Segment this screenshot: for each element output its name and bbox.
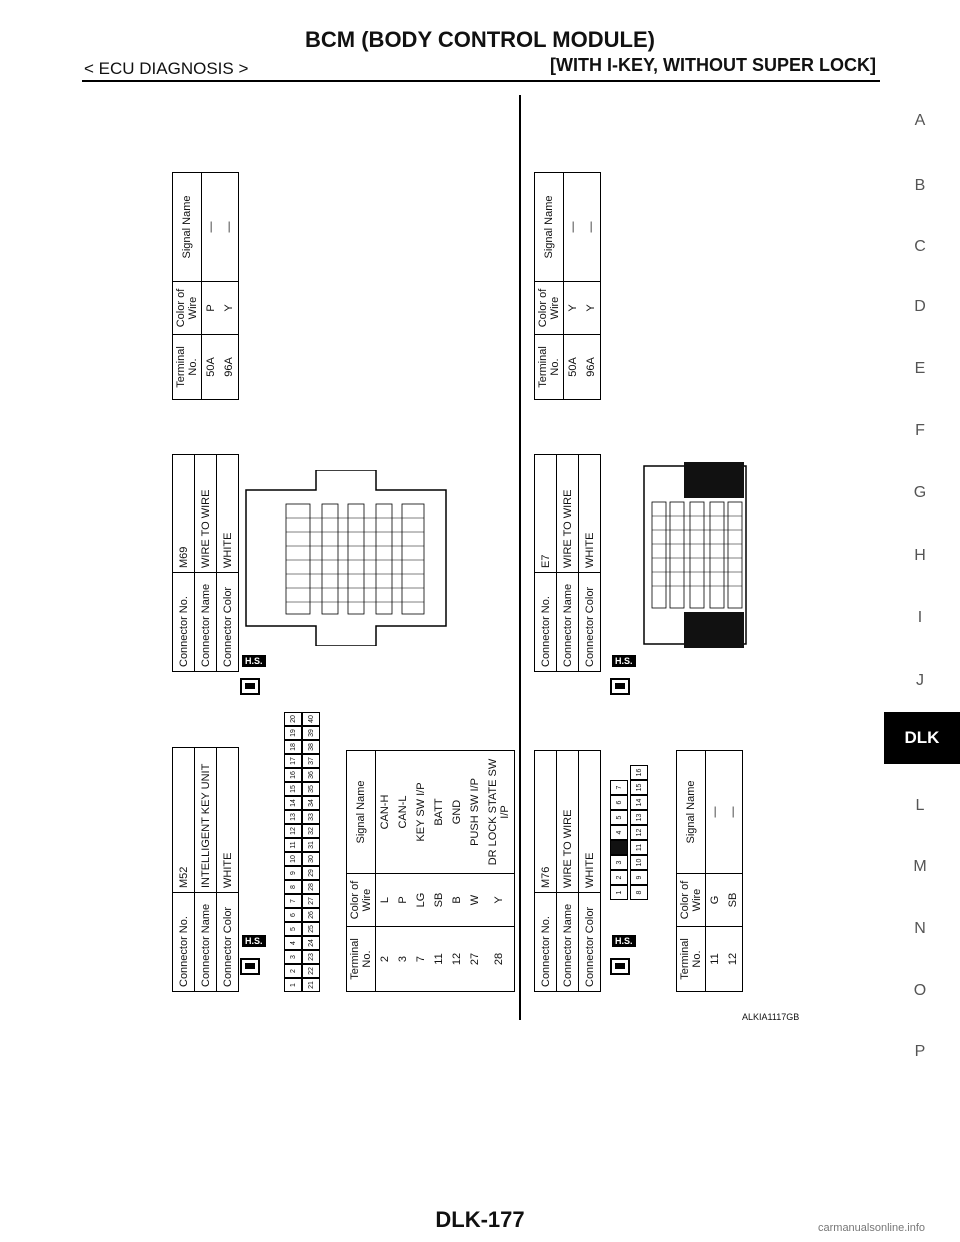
terminal-wire-cell: L [376, 874, 395, 927]
terminal-signal-cell: — [724, 751, 743, 874]
side-index-item[interactable]: C [914, 238, 926, 255]
watermark: carmanualsonline.info [818, 1222, 926, 1234]
terminal-wire-cell: W [466, 874, 484, 927]
m52-info-table [172, 747, 239, 992]
pin-cell: 9 [630, 870, 648, 885]
pin-cell: 27 [302, 894, 320, 908]
terminal-row [466, 751, 484, 992]
terminal-no-cell: 12 [724, 927, 743, 992]
figure-id: ALKIA1117GB [742, 1012, 800, 1022]
terminal-row [564, 173, 583, 400]
e7-no: E7 [535, 455, 557, 573]
pin-cell: 14 [284, 796, 302, 810]
side-index-item[interactable]: F [915, 422, 925, 439]
terminal-wire-cell: G [706, 874, 725, 927]
pin-cell: 20 [284, 712, 302, 726]
pin-cell: 33 [302, 810, 320, 824]
side-index-item[interactable]: D [914, 298, 926, 315]
color-of-wire-header: Color of Wire [535, 282, 564, 335]
pin-cell: 36 [302, 768, 320, 782]
terminal-signal-cell: — [564, 173, 583, 282]
connector-color-label: Connector Color [217, 893, 239, 992]
color-of-wire-header: Color of Wire [173, 282, 202, 335]
terminal-wire-cell: Y [484, 874, 515, 927]
side-index-item[interactable]: I [917, 609, 923, 626]
hs-tag: H.S. [242, 655, 266, 667]
pin-cell: 28 [302, 880, 320, 894]
terminal-no-cell: 50A [202, 335, 221, 400]
m69-info-table [172, 454, 239, 672]
pin-cell: 8 [630, 885, 648, 900]
side-index-item[interactable]: G [913, 484, 927, 501]
m69-no: M69 [173, 455, 195, 573]
pin-cell: 2 [284, 964, 302, 978]
pin-cell: 5 [284, 922, 302, 936]
terminal-row [582, 173, 601, 400]
m69-color: WHITE [217, 455, 239, 573]
terminal-row [430, 751, 448, 992]
terminal-no-cell: 7 [412, 927, 430, 992]
connector-no-label: Connector No. [535, 893, 557, 992]
signal-name-header: Signal Name [173, 173, 202, 282]
pin-cell: 3 [610, 855, 628, 870]
connector-name-label: Connector Name [557, 893, 579, 992]
hs-tag: H.S. [612, 655, 636, 667]
pin-cell: 17 [284, 754, 302, 768]
terminal-row [376, 751, 395, 992]
side-index-item[interactable]: B [914, 177, 926, 194]
m76-name: WIRE TO WIRE [557, 751, 579, 893]
pin-cell: 11 [630, 840, 648, 855]
pin-cell: 40 [302, 712, 320, 726]
m76-no: M76 [535, 751, 557, 893]
column-divider [519, 95, 521, 1020]
pin-cell: 38 [302, 740, 320, 754]
connector-color-label: Connector Color [217, 573, 239, 672]
header-rule [82, 80, 880, 82]
harness-side-icon [238, 956, 264, 978]
terminal-row [706, 751, 725, 992]
pin-cell: 12 [284, 824, 302, 838]
terminal-no-cell: 11 [430, 927, 448, 992]
m76-terminal-table [676, 750, 743, 992]
terminal-wire-cell: SB [430, 874, 448, 927]
pin-cell: 2 [610, 870, 628, 885]
side-index-item[interactable]: H [914, 547, 926, 564]
e7-terminal-table [534, 172, 601, 400]
pin-cell: 24 [302, 936, 320, 950]
side-index-item[interactable]: M [913, 858, 927, 875]
terminal-wire-cell: Y [582, 282, 601, 335]
pin-cell: 16 [630, 765, 648, 780]
terminal-row [202, 173, 221, 400]
page-title: BCM (BODY CONTROL MODULE) [305, 27, 655, 52]
m52-color: WHITE [217, 748, 239, 893]
terminal-no-header: Terminal No. [347, 927, 376, 992]
terminal-no-cell: 11 [706, 927, 725, 992]
terminal-wire-cell: LG [412, 874, 430, 927]
connector-color-label: Connector Color [579, 893, 601, 992]
pin-cell: 6 [610, 795, 628, 810]
m76-pin-diagram [610, 760, 652, 900]
terminal-wire-cell: B [448, 874, 466, 927]
pin-cell: 34 [302, 796, 320, 810]
pin-cell: 10 [630, 855, 648, 870]
terminal-wire-cell: SB [724, 874, 743, 927]
terminal-signal-cell: KEY SW I/P [412, 751, 430, 874]
m52-name: INTELLIGENT KEY UNIT [195, 748, 217, 893]
pin-cell: 3 [284, 950, 302, 964]
terminal-no-cell: 28 [484, 927, 515, 992]
pin-cell: 29 [302, 866, 320, 880]
connector-no-label: Connector No. [535, 573, 557, 672]
terminal-signal-cell: BATT [430, 751, 448, 874]
pin-cell: 1 [284, 978, 302, 992]
terminal-row [220, 173, 239, 400]
signal-name-header: Signal Name [677, 751, 706, 874]
side-index-item[interactable]: O [913, 982, 927, 999]
pin-cell: 1 [610, 885, 628, 900]
pin-cell: 7 [610, 780, 628, 795]
variant-label: [WITH I-KEY, WITHOUT SUPER LOCK] [550, 55, 876, 75]
pin-cell: 14 [630, 795, 648, 810]
terminal-signal-cell: CAN-L [394, 751, 412, 874]
terminal-wire-cell: P [394, 874, 412, 927]
terminal-row [412, 751, 430, 992]
pin-cell: 26 [302, 908, 320, 922]
terminal-signal-cell: — [202, 173, 221, 282]
page-number: DLK-177 [435, 1207, 525, 1232]
terminal-no-cell: 96A [220, 335, 239, 400]
connector-color-label: Connector Color [579, 573, 601, 672]
pin-cell: 39 [302, 726, 320, 740]
terminal-no-header: Terminal No. [173, 335, 202, 400]
terminal-no-cell: 2 [376, 927, 395, 992]
terminal-signal-cell: — [220, 173, 239, 282]
terminal-no-cell: 12 [448, 927, 466, 992]
pin-cell: 31 [302, 838, 320, 852]
terminal-no-cell: 96A [582, 335, 601, 400]
pin-cell: 5 [610, 810, 628, 825]
terminal-signal-cell: — [706, 751, 725, 874]
side-index-item[interactable]: J [916, 672, 924, 689]
terminal-row [724, 751, 743, 992]
pin-cell: 25 [302, 922, 320, 936]
connector-no-label: Connector No. [173, 573, 195, 672]
harness-side-icon [608, 676, 634, 698]
side-index-item-active[interactable]: DLK [884, 712, 960, 764]
m69-name: WIRE TO WIRE [195, 455, 217, 573]
harness-side-icon [238, 676, 264, 698]
m76-info-table [534, 750, 601, 992]
pin-cell: 13 [630, 810, 648, 825]
pin-cell: 30 [302, 852, 320, 866]
pin-cell: 7 [284, 894, 302, 908]
m76-color: WHITE [579, 751, 601, 893]
e7-color: WHITE [579, 455, 601, 573]
m52-pin-diagram [284, 710, 324, 992]
pin-cell: 9 [284, 866, 302, 880]
hs-tag: H.S. [242, 935, 266, 947]
terminal-no-cell: 27 [466, 927, 484, 992]
terminal-wire-cell: Y [564, 282, 583, 335]
terminal-signal-cell: DR LOCK STATE SW I/P [484, 751, 515, 874]
color-of-wire-header: Color of Wire [347, 874, 376, 927]
pin-cell: 18 [284, 740, 302, 754]
pin-cell: 6 [284, 908, 302, 922]
terminal-wire-cell: P [202, 282, 221, 335]
terminal-row [484, 751, 515, 992]
hs-tag: H.S. [612, 935, 636, 947]
e7-connector-diagram [640, 462, 750, 648]
pin-cell: 12 [630, 825, 648, 840]
e7-info-table [534, 454, 601, 672]
side-index-item[interactable]: P [914, 1043, 926, 1060]
pin-cell: 37 [302, 754, 320, 768]
section-label: < ECU DIAGNOSIS > [84, 59, 249, 78]
pin-cell: 21 [302, 978, 320, 992]
m69-terminal-table [172, 172, 239, 400]
connector-no-label: Connector No. [173, 893, 195, 992]
signal-name-header: Signal Name [535, 173, 564, 282]
pin-cell: 10 [284, 852, 302, 866]
side-index-item[interactable]: L [915, 797, 925, 814]
terminal-no-cell: 50A [564, 335, 583, 400]
pin-cell: 15 [630, 780, 648, 795]
terminal-row [448, 751, 466, 992]
connector-name-label: Connector Name [195, 573, 217, 672]
terminal-no-header: Terminal No. [535, 335, 564, 400]
terminal-row [394, 751, 412, 992]
terminal-signal-cell: CAN-H [376, 751, 395, 874]
m52-terminal-table [346, 750, 515, 992]
pin-cell: 35 [302, 782, 320, 796]
m52-no: M52 [173, 748, 195, 893]
signal-name-header: Signal Name [347, 751, 376, 874]
side-index-item[interactable]: N [914, 920, 926, 937]
m69-connector-diagram [236, 470, 454, 646]
pin-cell: 15 [284, 782, 302, 796]
pin-cell: 4 [610, 825, 628, 840]
pin-cell: 13 [284, 810, 302, 824]
harness-side-icon [608, 956, 634, 978]
terminal-signal-cell: — [582, 173, 601, 282]
pin-cell: 11 [284, 838, 302, 852]
side-index-item[interactable]: A [914, 112, 926, 129]
terminal-wire-cell: Y [220, 282, 239, 335]
pin-cell: 16 [284, 768, 302, 782]
pin-cell: 32 [302, 824, 320, 838]
side-index-item[interactable]: E [914, 360, 926, 377]
terminal-no-cell: 3 [394, 927, 412, 992]
color-of-wire-header: Color of Wire [677, 874, 706, 927]
pin-cell: 23 [302, 950, 320, 964]
terminal-signal-cell: PUSH SW I/P [466, 751, 484, 874]
connector-name-label: Connector Name [195, 893, 217, 992]
pin-cell: 4 [284, 936, 302, 950]
pin-cell: 19 [284, 726, 302, 740]
pin-cell: 22 [302, 964, 320, 978]
e7-name: WIRE TO WIRE [557, 455, 579, 573]
terminal-no-header: Terminal No. [677, 927, 706, 992]
pin-cell: 8 [284, 880, 302, 894]
blocked-pin [610, 840, 628, 855]
terminal-signal-cell: GND [448, 751, 466, 874]
connector-name-label: Connector Name [557, 573, 579, 672]
